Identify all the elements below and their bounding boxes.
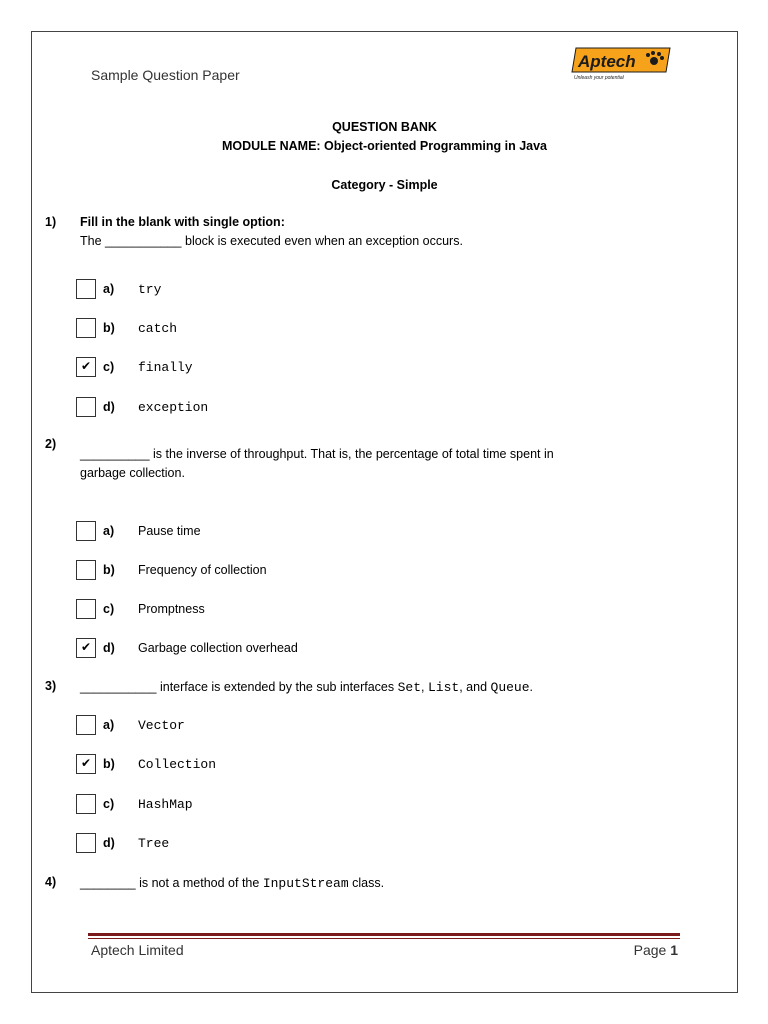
question-3 [80,678,533,697]
checkbox-checked[interactable]: ✔ [76,357,96,377]
option-letter: c) [103,602,115,616]
aptech-logo-icon [570,46,674,82]
question-3-blank: ___________ [80,680,157,694]
question-4-text: is not a method of the [139,876,260,890]
question-1-instruction: Fill in the blank with single option: [80,215,285,229]
checkbox[interactable] [76,397,96,417]
option-letter: b) [103,563,115,577]
question-4-blank: ________ [80,876,136,890]
question-2-option-b[interactable] [76,560,676,582]
category-label: Category - Simple [331,178,438,192]
option-text: Frequency of collection [138,563,267,577]
question-2-blank: __________ [80,447,150,461]
question-3-end: . [529,680,534,694]
footer-page-label: Page [633,942,667,958]
option-letter: b) [103,321,115,335]
doc-heading: QUESTION BANK [332,120,437,134]
question-3-sep1: , [421,680,425,694]
option-letter: d) [103,400,115,414]
footer-company: Aptech Limited [91,942,184,958]
option-letter: a) [103,282,115,296]
question-4-text2: class. [352,876,385,890]
logo-text: Aptech [578,52,636,71]
checkbox[interactable] [76,833,96,853]
footer-page-number: 1 [670,942,678,958]
option-letter: d) [103,836,115,850]
option-letter: a) [103,524,115,538]
question-3-option-d[interactable] [76,833,676,855]
question-3-code-list: List [428,680,460,695]
question-1-pre: The [80,234,102,248]
option-text: finally [138,360,193,375]
question-3-number: 3) [45,679,57,693]
checkbox-checked[interactable]: ✔ [76,754,96,774]
question-1 [80,213,463,251]
option-text: exception [138,400,209,415]
question-3-sep2: , and [459,680,488,694]
checkbox[interactable] [76,318,96,338]
question-4-code: InputStream [262,876,349,891]
checkbox[interactable] [76,279,96,299]
option-text: Garbage collection overhead [138,641,298,655]
question-2-option-d[interactable] [76,638,676,660]
option-text: Tree [138,836,170,851]
question-2-line2: garbage collection. [80,466,185,480]
question-3-option-b[interactable] [76,754,676,776]
option-letter: c) [103,797,115,811]
question-1-option-c[interactable] [76,357,676,379]
question-1-option-b[interactable] [76,318,676,340]
question-3-option-c[interactable] [76,794,676,816]
footer-rule-thin [88,938,680,939]
question-3-option-a[interactable] [76,715,676,737]
option-letter: a) [103,718,115,732]
question-2 [80,445,554,483]
checkbox-checked[interactable]: ✔ [76,638,96,658]
question-3-text: interface is extended by the sub interfaces [159,680,395,694]
question-1-number: 1) [45,215,57,229]
question-4 [80,874,384,893]
checkbox[interactable] [76,521,96,541]
question-3-code-set: Set [397,680,422,695]
question-1-option-a[interactable] [76,279,676,301]
option-letter: b) [103,757,115,771]
question-2-line1 [80,445,554,464]
question-1-option-d[interactable] [76,397,676,419]
option-text: Promptness [138,602,205,616]
question-2-number: 2) [45,437,57,451]
option-text: Collection [138,757,217,772]
question-1-blank: ___________ [105,234,182,248]
question-1-text [80,232,463,251]
checkbox[interactable] [76,560,96,580]
option-text: Vector [138,718,185,733]
question-2-option-a[interactable] [76,521,676,543]
question-3-code-queue: Queue [490,680,530,695]
question-2-text: is the inverse of throughput. That is, the percentage of total time spent in [153,447,554,461]
option-text: try [138,282,162,297]
question-2-option-c[interactable] [76,599,676,621]
header-title: Sample Question Paper [91,67,240,83]
option-letter: d) [103,641,115,655]
logo-tagline: Unleash your potential [574,75,624,81]
checkbox[interactable] [76,715,96,735]
checkbox[interactable] [76,599,96,619]
option-text: HashMap [138,797,193,812]
module-name: MODULE NAME: Object-oriented Programming in Java [221,139,548,153]
option-letter: c) [103,360,115,374]
option-text: catch [138,321,178,336]
aptech-logo [570,46,674,82]
question-4-number: 4) [45,875,57,889]
option-text: Pause time [138,524,201,538]
footer-rule [88,933,680,936]
footer-page [600,942,678,958]
question-1-post: block is executed even when an exception occurs. [185,234,463,248]
checkbox[interactable] [76,794,96,814]
